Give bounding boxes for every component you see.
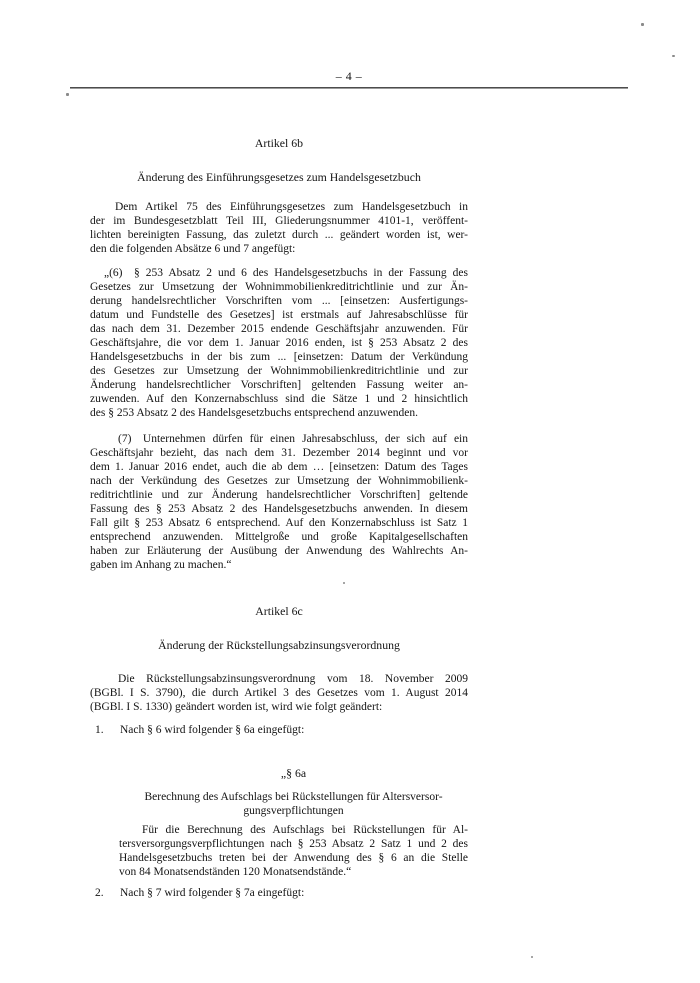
text-line: dem 1. Januar 2016 endet, auch die ab dem … [einsetzen: Datum des Tages — [90, 461, 468, 473]
paragraph-absatz-6 — [90, 266, 468, 420]
article-6b-title: Artikel 6b — [254, 136, 304, 150]
section-6a-block — [119, 766, 468, 879]
text-line: (BGBl. I S. 3790), die durch Artikel 3 des Gesetzes vom 1. August 2014 — [90, 687, 468, 699]
text-line: Die Rückstellungsabzinsungsverordnung vom 18. November 2009 — [118, 673, 468, 685]
text-line: entsprechend anzuwenden. Mittelgroße und große Kapitalgesellschaften — [90, 531, 468, 543]
text-line: Änderung handelsrechtlicher Vorschriften] geltenden Fassung weiter an- — [90, 379, 468, 391]
text-line: Fall gilt § 253 Absatz 6 entsprechend. Auf den Konzernabschluss ist Satz 1 — [90, 517, 468, 529]
article-6b-subtitle: Änderung des Einführungsgesetzes zum Handelsgesetzbuch — [137, 170, 421, 184]
text-line: Gesetzes zur Umsetzung der Wohnimmobilienkreditrichtlinie und zur Än- — [90, 281, 468, 293]
text-line: von 84 Monatsendständen 120 Monatsendstände.“ — [119, 866, 352, 878]
text-line: Dem Artikel 75 des Einführungsgesetzes zum Handelsgesetzbuch in — [115, 201, 468, 213]
text-line: derung handelsrechtlicher Vorschriften vom ... [einsetzen: Ausfertigungs- — [90, 295, 468, 307]
page-number: – 4 – — [335, 69, 363, 83]
text-line: Handelsgesetzbuchs treten bei der Anwendung des § 6 an die Stelle — [119, 852, 468, 864]
text-line: lichten bereinigten Fassung, das zuletzt durch ... geändert worden ist, wer- — [90, 229, 468, 241]
text-line: des Gesetzes zur Umsetzung der Wohnimmobilienkreditrichtlinie und zur — [90, 365, 468, 377]
article-6c-intro-paragraph — [90, 672, 468, 714]
text-line: tersversorgungsverpflichtungen nach § 253 Absatz 2 Satz 1 und 2 des — [119, 838, 468, 850]
scan-speck — [672, 55, 675, 57]
scan-speck — [531, 956, 533, 958]
scan-speck — [66, 93, 69, 96]
text-line: nach der Verkündung des Gesetzes zur Umsetzung der Wohnimmobilienk- — [90, 475, 468, 487]
text-line: Berechnung des Aufschlags bei Rückstellungen für Altersversor- — [144, 791, 443, 803]
scan-speck — [641, 23, 644, 26]
list-item-1 — [90, 723, 468, 737]
text-line: Für die Berechnung des Aufschlags bei Rückstellungen für Al- — [142, 824, 468, 836]
list-item-2-text: Nach § 7 wird folgender § 7a eingefügt: — [120, 887, 305, 899]
article-6c-subtitle: Änderung der Rückstellungsabzinsungsverordnung — [158, 638, 400, 652]
list-item-2-number: 2. — [95, 887, 104, 899]
section-6a-label: „§ 6a — [280, 766, 307, 780]
text-line: Geschäftsjahr bezieht, das nach dem 31. Dezember 2014 beginnt und vor — [90, 447, 468, 459]
text-line: Handelsgesetzbuchs in der bis zum ... [einsetzen: Datum der Verkündung — [90, 351, 468, 363]
scan-speck — [343, 582, 345, 584]
section-6a-body-paragraph — [119, 823, 468, 879]
text-line: Fassung des § 253 Absatz 2 des Handelsgesetzbuchs anwenden. In diesem — [90, 503, 468, 515]
paragraph-absatz-7 — [90, 432, 468, 572]
text-line: das nach dem 31. Dezember 2015 endende Geschäftsjahr anzuwenden. Für — [90, 323, 468, 335]
list-item-2 — [90, 886, 468, 900]
text-line: zuwenden. Auf den Konzernabschluss sind die Sätze 1 und 2 hinsichtlich — [90, 393, 468, 405]
text-line: (7) Unternehmen dürfen für einen Jahresabschluss, der sich auf ein — [118, 433, 468, 445]
text-column — [90, 0, 468, 900]
text-line: des § 253 Absatz 2 des Handelsgesetzbuchs entsprechend anzuwenden. — [90, 407, 418, 419]
text-line: der im Bundesgesetzblatt Teil III, Gliederungsnummer 4101-1, veröffent- — [90, 215, 468, 227]
list-item-1-number: 1. — [95, 724, 104, 736]
section-6a-heading — [119, 790, 468, 818]
list-item-1-text: Nach § 6 wird folgender § 6a eingefügt: — [120, 724, 305, 736]
text-line: den die folgenden Absätze 6 und 7 angefügt: — [90, 243, 296, 255]
text-line: Geschäftsjahre, die vor dem 1. Januar 2016 enden, ist § 253 Absatz 2 des — [90, 337, 468, 349]
text-line: „(6) § 253 Absatz 2 und 6 des Handelsgesetzbuchs in der Fassung des — [104, 267, 468, 279]
text-line: datum und Fundstelle des Gesetzes] ist erstmals auf Jahresabschlüsse für — [90, 309, 468, 321]
article-6b-intro-paragraph — [90, 200, 468, 256]
text-line: haben zur Erläuterung der Ausübung der Anwendung des Wahlrechts An- — [90, 545, 468, 557]
text-line: reditrichtlinie und zur Änderung handelsrechtlicher Vorschriften] geltende — [90, 489, 468, 501]
text-line: (BGBl. I S. 1330) geändert worden ist, wird wie folgt geändert: — [90, 701, 383, 713]
article-6c-title: Artikel 6c — [255, 604, 303, 618]
text-line: gungsverpflichtungen — [243, 805, 344, 817]
text-line: gaben im Anhang zu machen.“ — [90, 559, 232, 571]
